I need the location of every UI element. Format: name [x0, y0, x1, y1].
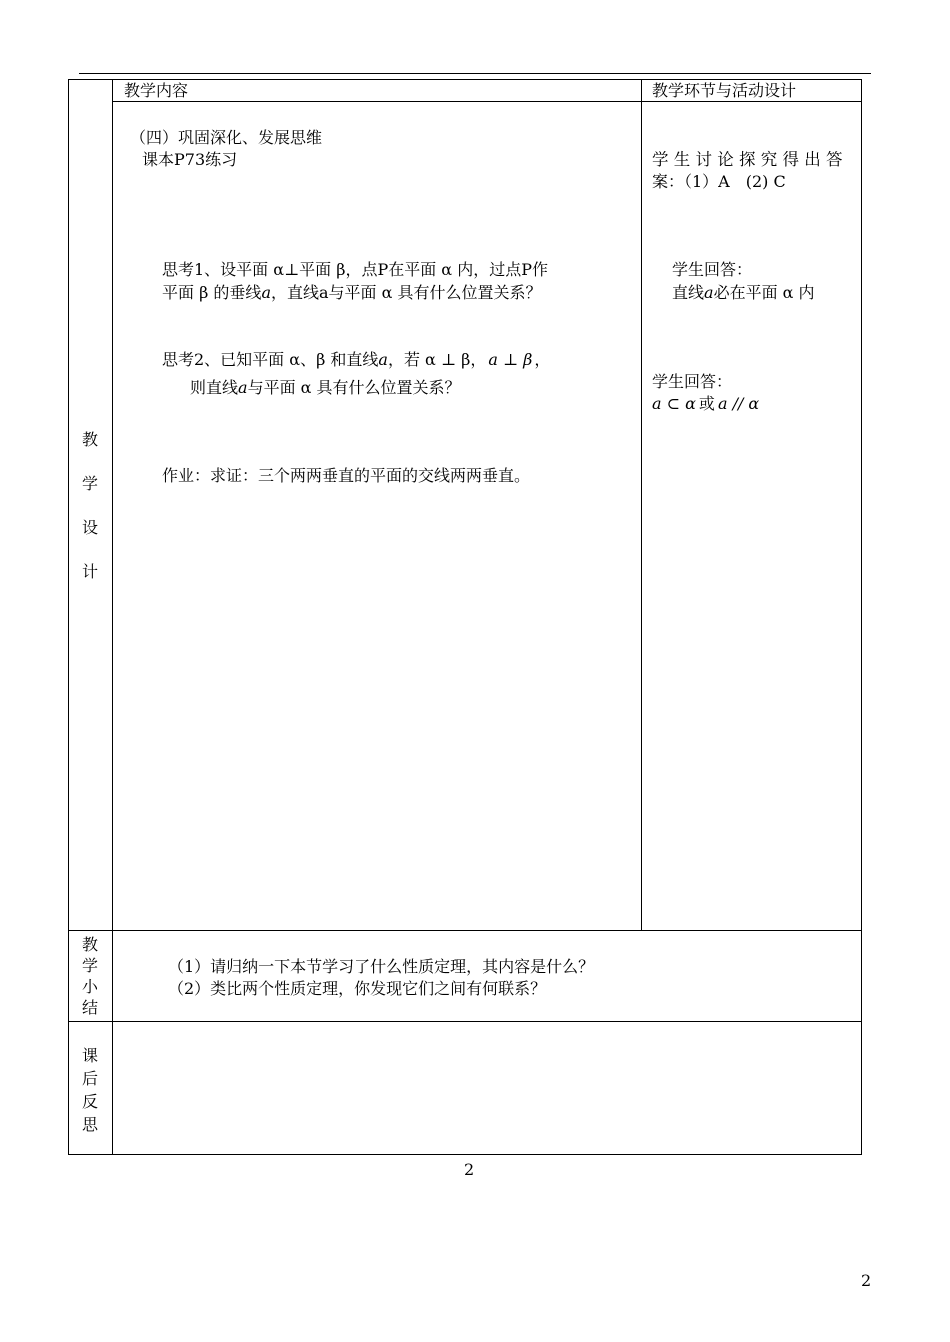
homework: 作业：求证：三个两两垂直的平面的交线两两垂直。: [162, 466, 531, 485]
header-content: 教学内容: [124, 81, 189, 100]
reflection-cell: [112, 1021, 862, 1155]
top-rule: [79, 73, 871, 74]
page-number-corner: 2: [861, 1271, 872, 1290]
page-number-center: 2: [464, 1160, 475, 1179]
answer2-text: a ⊂ α 或 a // α: [652, 394, 760, 413]
activity-cell: [641, 101, 862, 931]
discuss-line1: 学 生 讨 论 探 究 得 出 答: [652, 150, 843, 169]
content-cell: [112, 101, 642, 931]
answer1-label: 学生回答：: [672, 260, 753, 279]
header-activity: 教学环节与活动设计: [652, 81, 797, 100]
exercise-ref: 课本P73练习: [142, 150, 238, 169]
think2-line1: 思考2、已知平面 α、β 和直线a，若 α ⊥ β， a ⊥ β ，: [162, 350, 551, 369]
summary-line1: （1）请归纳一下本节学习了什么性质定理，其内容是什么？: [168, 957, 595, 976]
discuss-line2: 案：（1）A (2) C: [652, 172, 786, 191]
answer1-text: 直线a必在平面 α 内: [672, 283, 815, 302]
header-content-cell: [112, 79, 642, 102]
think1-line2: 平面 β 的垂线a，直线a与平面 α 具有什么位置关系？: [162, 283, 542, 302]
lesson-table: [68, 79, 862, 1155]
think1-line1: 思考1、设平面 α⊥平面 β，点P在平面 α 内，过点P作: [162, 260, 548, 279]
row-label-reflection: 课 后 反 思: [81, 1046, 98, 1134]
answer2-label: 学生回答：: [652, 372, 733, 391]
section-title: （四）巩固深化、发展思维: [130, 128, 323, 147]
summary-line2: （2）类比两个性质定理，你发现它们之间有何联系？: [168, 979, 547, 998]
row-label-summary: 教 学 小 结: [81, 935, 98, 1017]
row-label-design: 教 学 设 计: [81, 430, 98, 581]
think2-line2: 则直线a与平面 α 具有什么位置关系？: [190, 378, 461, 397]
